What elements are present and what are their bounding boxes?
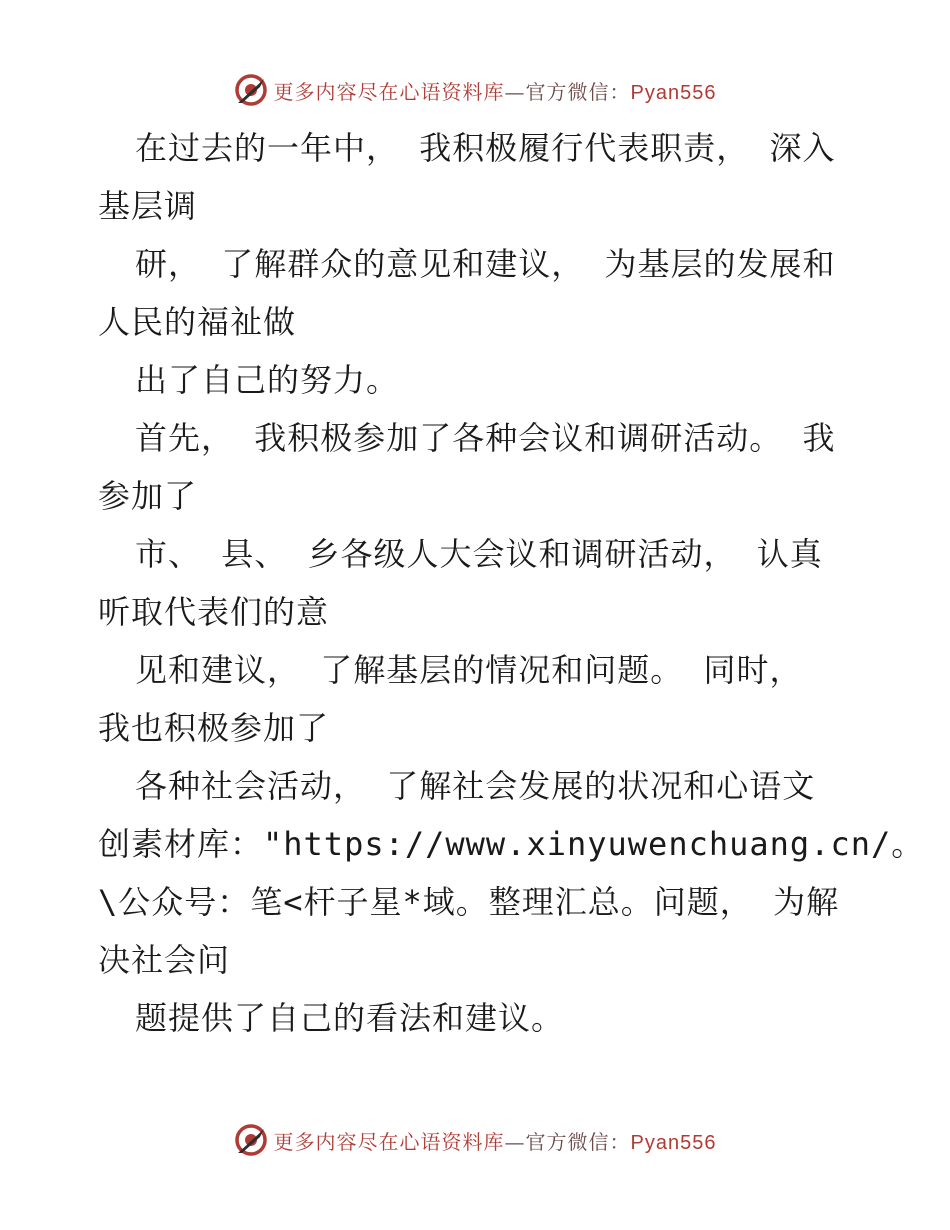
paragraph-line: 见和建议， 了解基层的情况和问题。 同时， <box>135 651 803 689</box>
paragraph-line: 人民的福祉做 <box>98 303 297 341</box>
paragraph-line: \公众号：笔<杆子星*域。整理汇总。问题， 为解 <box>98 883 840 921</box>
paragraph-line: 基层调 <box>98 187 198 225</box>
paragraph-line: 参加了 <box>98 477 198 515</box>
quill-circle-logo-icon <box>234 73 268 107</box>
document-body <box>98 119 925 1047</box>
paragraph-line: 决社会问 <box>98 941 231 979</box>
header-banner-text <box>274 76 717 105</box>
paragraph-line: 各种社会活动， 了解社会发展的状况和心语文 <box>135 767 816 805</box>
header-banner <box>0 70 950 110</box>
paragraph-line: 题提供了自己的看法和建议。 <box>135 999 565 1037</box>
footer-banner-text <box>274 1126 717 1155</box>
paragraph-line: 研， 了解群众的意见和建议， 为基层的发展和 <box>135 245 836 283</box>
paragraph-line: 市、 县、 乡各级人大会议和调研活动， 认真 <box>135 535 823 573</box>
paragraph-line: 我也积极参加了 <box>98 709 330 747</box>
header-separator: — <box>504 79 526 104</box>
footer-separator: — <box>504 1129 526 1154</box>
header-wechat-id: Pyan556 <box>630 81 717 104</box>
paragraph-line: 出了自己的努力。 <box>135 361 400 399</box>
paragraph-line: 创素材库："https://www.xinyuwenchuang.cn/。 <box>98 825 925 863</box>
header-wechat-label: 官方微信： <box>525 79 631 104</box>
paragraph-line: 首先， 我积极参加了各种会议和调研活动。 我 <box>135 419 836 457</box>
footer-wechat-id: Pyan556 <box>630 1131 717 1154</box>
footer-brand-text: 更多内容尽在心语资料库 <box>273 1129 505 1154</box>
quill-circle-logo-icon <box>234 1123 268 1157</box>
footer-banner <box>0 1120 950 1160</box>
paragraph-line: 在过去的一年中， 我积极履行代表职责， 深入 <box>135 129 836 167</box>
paragraph-line: 听取代表们的意 <box>98 593 330 631</box>
footer-wechat-label: 官方微信： <box>525 1129 631 1154</box>
header-brand-text: 更多内容尽在心语资料库 <box>273 79 505 104</box>
